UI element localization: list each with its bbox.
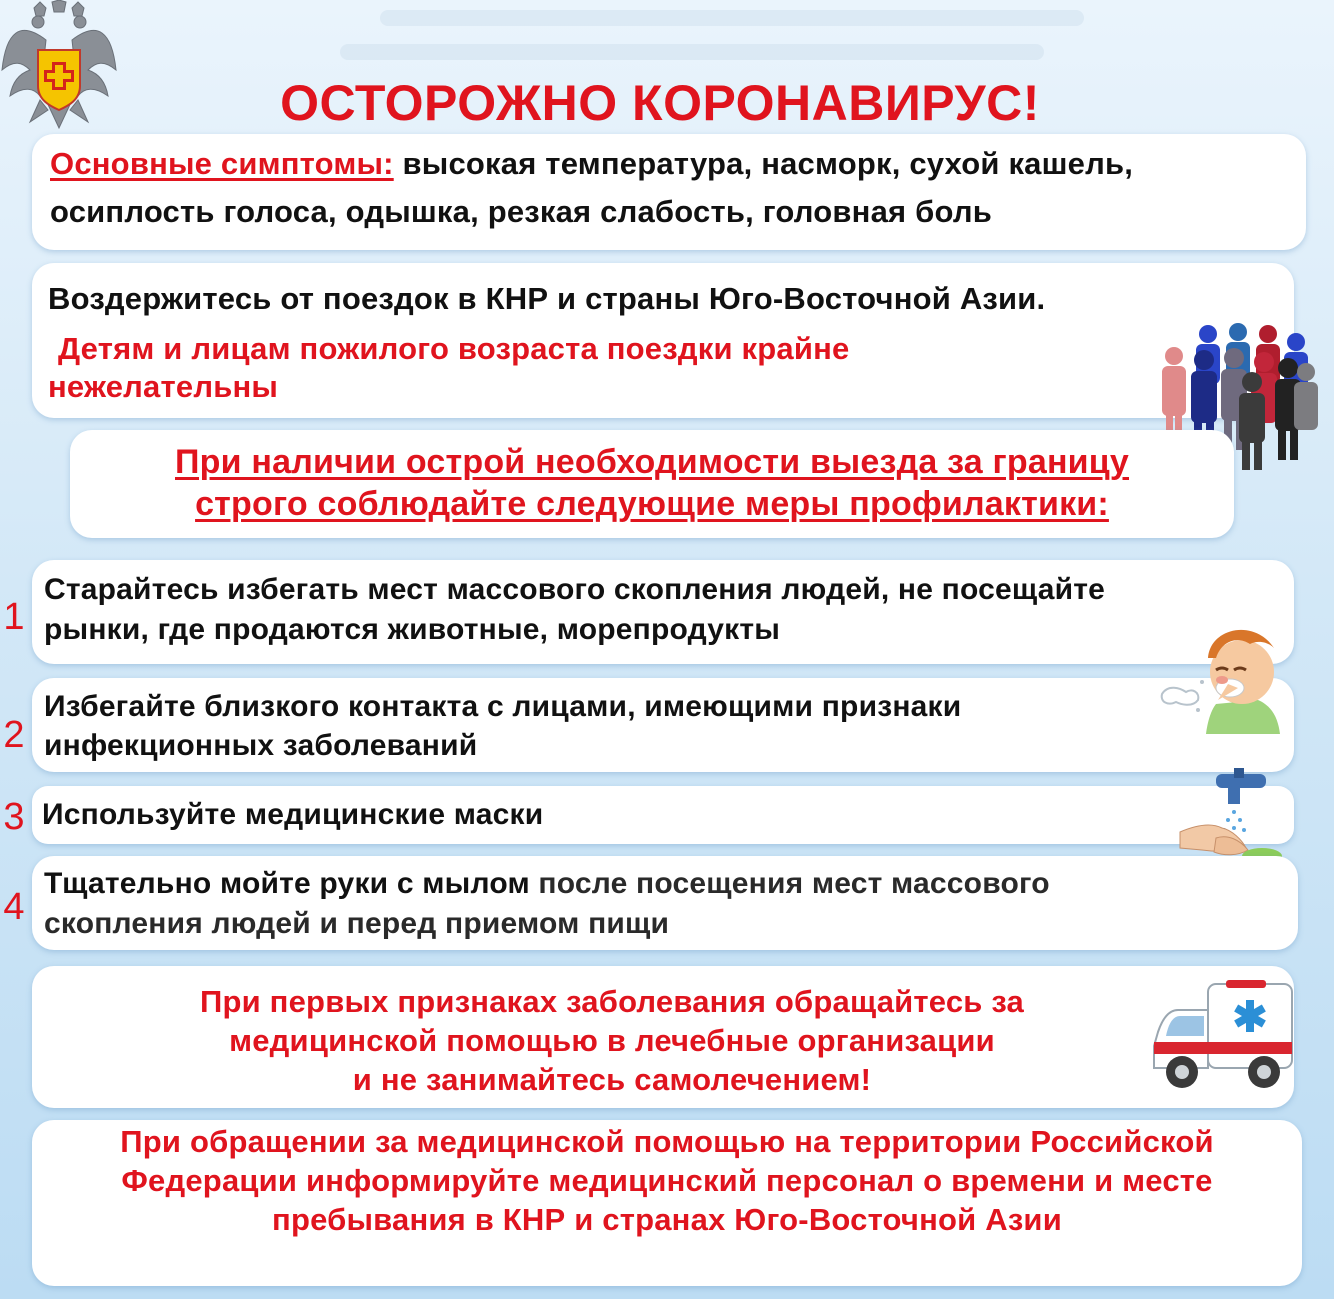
- measure-number: 3: [3, 796, 25, 838]
- inform-line-1: При обращении за медицинской помощью на территории Российской: [120, 1124, 1214, 1159]
- measure-3-text: Используйте медицинские маски: [42, 798, 544, 831]
- prevention-heading-text-2: строго соблюдайте следующие меры профилактики:: [195, 485, 1109, 523]
- measure-4-text-rest: после посещения мест массового: [538, 867, 1050, 900]
- inform-line-3: пребывания в КНР и странах Юго-Восточной Азии: [272, 1202, 1062, 1237]
- measure-card-1: [32, 560, 1294, 664]
- measure-4-line-2: скопления людей и перед приемом пищи: [44, 907, 670, 940]
- travel-text: Воздержитесь от поездок в КНР и страны Юго-Восточной Азии.: [48, 281, 1046, 316]
- symptoms-label: Основные симптомы:: [50, 146, 394, 181]
- measure-card-2: [32, 678, 1294, 772]
- first-signs-line-3: и не занимайтесь самолечением!: [352, 1062, 872, 1097]
- symptoms-card: [32, 134, 1306, 250]
- prevention-heading-text-1: При наличии острой необходимости выезда за границу: [175, 443, 1129, 481]
- measure-1-line-2: рынки, где продаются животные, морепродукты: [44, 613, 781, 646]
- measure-card-4: [32, 856, 1298, 950]
- measure-number: 4: [3, 886, 25, 928]
- measure-number: 2: [3, 714, 25, 756]
- measure-1-line-1: Старайтесь избегать мест массового скопления людей, не посещайте: [44, 573, 1106, 606]
- measure-4-line-1: [44, 864, 1284, 904]
- sneezing-boy-icon: [1158, 618, 1284, 734]
- measure-2-line-1: Избегайте близкого контакта с лицами, имеющими признаки: [44, 690, 962, 723]
- first-signs-line-2: медицинской помощью в лечебные организации: [229, 1023, 995, 1058]
- prevention-heading-card: [70, 430, 1234, 538]
- ambulance-icon: [1150, 980, 1298, 1092]
- travel-warning-line-1: Детям и лицам пожилого возраста поездки крайне: [58, 331, 850, 366]
- inform-card: [32, 1120, 1302, 1286]
- page-title: ОСТОРОЖНО КОРОНАВИРУС!: [280, 75, 1040, 131]
- measure-number: 1: [3, 596, 25, 638]
- faint-header-line: [340, 44, 1044, 60]
- faint-header-line: [380, 10, 1084, 26]
- prevention-heading-line-1: [70, 442, 1234, 482]
- first-signs-line-1: При первых признаках заболевания обращайтесь за: [200, 984, 1024, 1019]
- prevention-heading-line-2: [70, 484, 1234, 524]
- symptoms-text-2: осиплость голоса, одышка, резкая слабость, головная боль: [50, 194, 992, 229]
- symptoms-text-1: высокая температура, насморк, сухой кашель,: [402, 146, 1134, 181]
- inform-line-2: Федерации информируйте медицинский персонал о времени и месте: [121, 1163, 1213, 1198]
- measure-4-text-strong: Тщательно мойте руки с мылом: [44, 867, 530, 900]
- measure-2-line-2: инфекционных заболеваний: [44, 729, 478, 762]
- first-signs-card: [32, 966, 1294, 1108]
- measure-card-3: [32, 786, 1294, 844]
- symptoms-line-1: [50, 144, 1290, 184]
- emblem-icon: [0, 0, 118, 132]
- travel-warning-line-2: нежелательны: [48, 369, 279, 404]
- travel-card: [32, 263, 1294, 418]
